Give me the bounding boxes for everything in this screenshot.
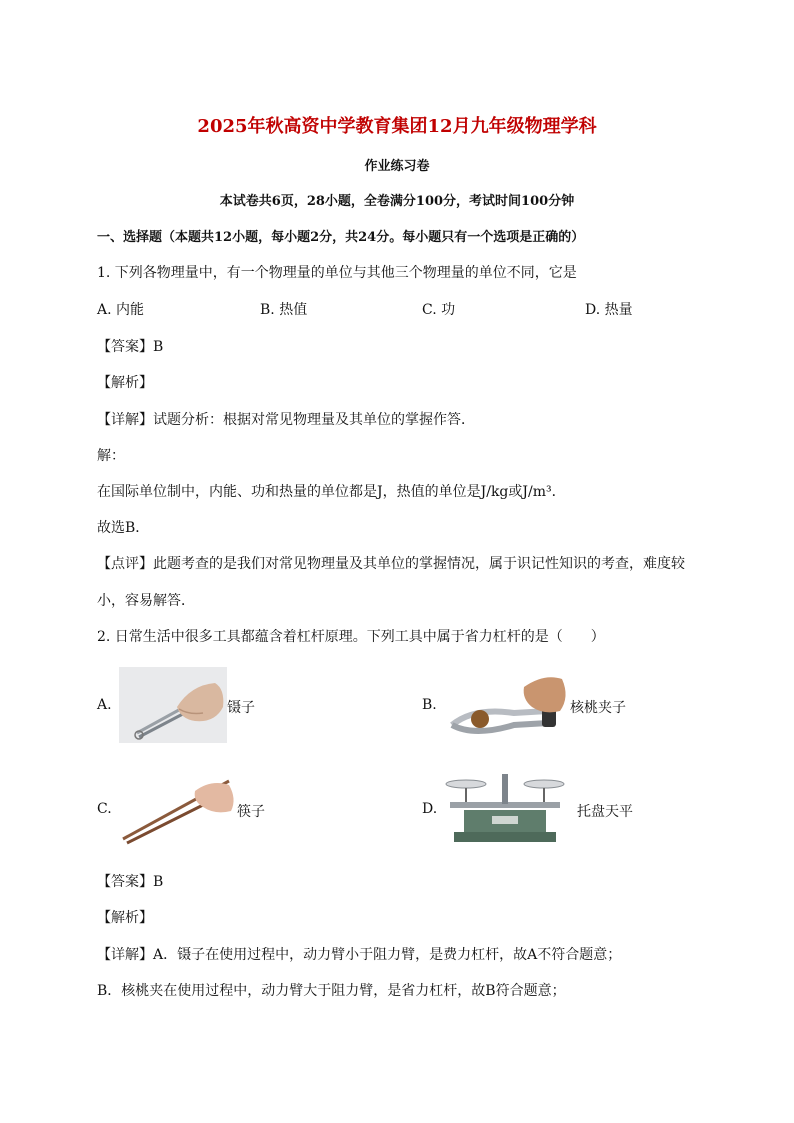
q2-analysis: 【解析】 xyxy=(97,910,153,926)
q1-comment-line1: 【点评】此题考查的是我们对常见物理量及其单位的掌握情况，属于识记性知识的考查，难度较 xyxy=(97,556,685,572)
q2-option-a-letter: A. xyxy=(97,697,112,713)
section-heading: 一、选择题（本题共12小题，每小题2分，共24分。每小题只有一个选项是正确的） xyxy=(97,230,585,245)
tweezers-photo xyxy=(119,667,227,743)
q2-detail-b: B．核桃夹在使用过程中，动力臂大于阻力臂，是省力杠杆，故B符合题意； xyxy=(97,983,566,999)
q2-option-d-letter: D. xyxy=(422,801,438,817)
q2-detail-a: 【详解】A．镊子在使用过程中，动力臂小于阻力臂，是费力杠杆，故A不符合题意； xyxy=(97,947,622,963)
q2-stem: 2. 日常生活中很多工具都蕴含着杠杆原理。下列工具中属于省力杠杆的是（ ） xyxy=(97,629,605,645)
q1-option-a: A. 内能 xyxy=(97,302,145,318)
nutcracker-photo xyxy=(444,667,572,739)
q2-option-b-label: 核桃夹子 xyxy=(570,700,626,716)
q1-stem: 1. 下列各物理量中，有一个物理量的单位与其他三个物理量的单位不同，它是 xyxy=(97,265,577,281)
chopsticks-photo xyxy=(119,773,237,845)
q2-option-a-label: 镊子 xyxy=(227,700,255,716)
q1-answer: 【答案】B xyxy=(97,339,164,355)
q1-detail: 【详解】试题分析：根据对常见物理量及其单位的掌握作答． xyxy=(97,412,475,428)
q2-option-c-label: 筷子 xyxy=(237,804,265,820)
q2-option-d-label: 托盘天平 xyxy=(577,804,633,820)
q1-option-b: B. 热值 xyxy=(260,302,308,318)
q2-option-c-letter: C. xyxy=(97,801,112,817)
q1-option-d: D. 热量 xyxy=(585,302,633,318)
q1-jie: 解： xyxy=(97,448,125,464)
q2-answer: 【答案】B xyxy=(97,874,164,890)
q2-option-b-letter: B. xyxy=(422,697,437,713)
balance-scale-photo xyxy=(444,770,566,846)
q1-analysis: 【解析】 xyxy=(97,375,153,391)
exam-subtitle: 作业练习卷 xyxy=(364,159,430,174)
exam-info: 本试卷共6页，28小题，全卷满分100分，考试时间100分钟 xyxy=(219,194,575,209)
q1-comment-line2: 小，容易解答． xyxy=(97,593,195,609)
q1-choose: 故选B． xyxy=(97,520,150,536)
exam-title: 2025年秋高资中学教育集团12月九年级物理学科 xyxy=(197,116,597,137)
q1-body: 在国际单位制中，内能、功和热量的单位都是J，热值的单位是J/kg或J/m³． xyxy=(97,484,566,500)
q1-option-c: C. 功 xyxy=(422,302,456,318)
